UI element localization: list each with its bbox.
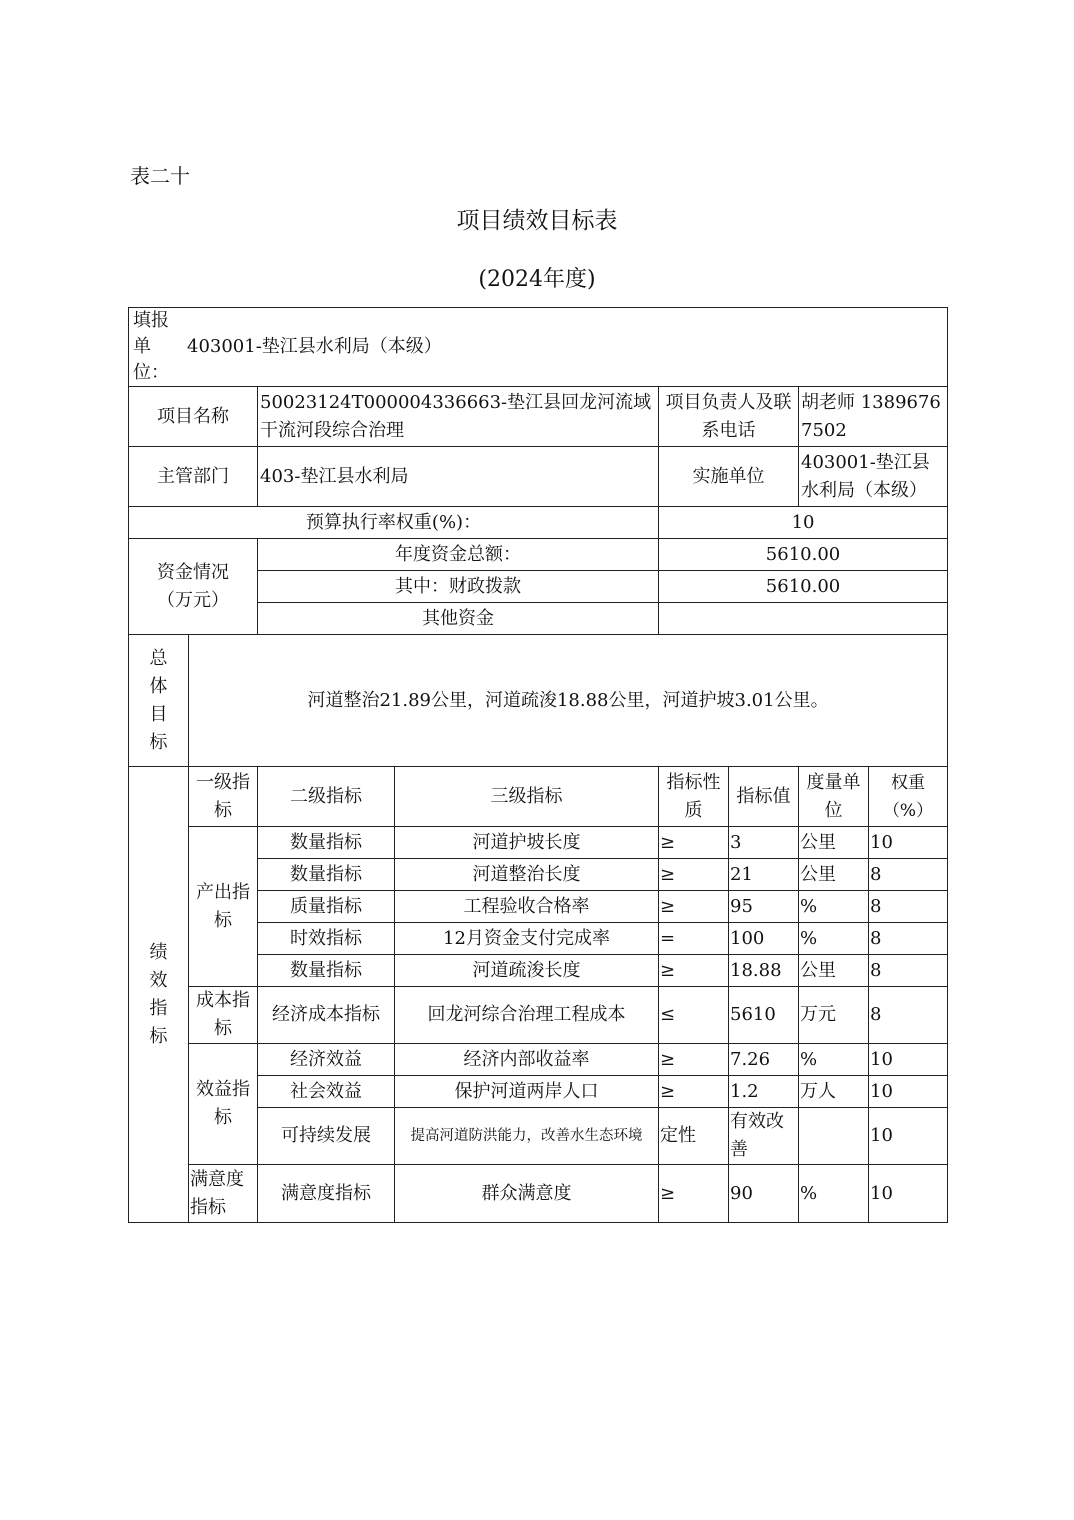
header-level1: 一级指标: [189, 767, 258, 827]
unit-row: [129, 308, 948, 387]
table-row: [129, 1165, 948, 1223]
row-level2: 满意度指标: [258, 1165, 395, 1223]
row-nature: ≥: [659, 827, 729, 859]
performance-target-table: [128, 307, 948, 1223]
leader-label: 项目负责人及联系电话: [659, 387, 799, 447]
row-unit: %: [799, 1165, 869, 1223]
implementing-unit-value: 403001-垫江县水利局（本级）: [799, 447, 948, 507]
row-unit: %: [799, 923, 869, 955]
group-satisfaction: 满意度指标: [189, 1165, 258, 1223]
row-unit: 公里: [799, 859, 869, 891]
row-value: 95: [729, 891, 799, 923]
leader-value: 胡老师 13896767502: [799, 387, 948, 447]
header-level3: 三级指标: [395, 767, 659, 827]
fund-other-value: [659, 603, 948, 635]
row-unit: [799, 1108, 869, 1165]
row-nature: ≥: [659, 1165, 729, 1223]
fund-fiscal-label: 其中：财政拨款: [258, 571, 659, 603]
row-level3: 河道疏浚长度: [395, 955, 659, 987]
budget-rate-value: 10: [659, 507, 948, 539]
project-name-label: 项目名称: [129, 387, 258, 447]
group-benefit: 效益指标: [189, 1044, 258, 1165]
budget-rate-label: 预算执行率权重(%)：: [129, 507, 659, 539]
document-title: 项目绩效目标表: [456, 208, 618, 234]
unit-value: 403001-垫江县水利局（本级）: [187, 336, 442, 357]
row-value: 18.88: [729, 955, 799, 987]
header-value: 指标值: [729, 767, 799, 827]
header-weight: 权重（%）: [869, 767, 948, 827]
row-nature: ≥: [659, 891, 729, 923]
implementing-unit-label: 实施单位: [659, 447, 799, 507]
row-weight: 8: [869, 859, 948, 891]
project-name-row: [129, 387, 948, 447]
document-year: (2024年度): [478, 267, 596, 292]
group-output: 产出指标: [189, 827, 258, 987]
row-level3: 保护河道两岸人口: [395, 1076, 659, 1108]
fund-total-row: [129, 539, 948, 571]
row-unit: 公里: [799, 955, 869, 987]
row-weight: 8: [869, 955, 948, 987]
department-row: [129, 447, 948, 507]
row-value: 3: [729, 827, 799, 859]
row-level2: 可持续发展: [258, 1108, 395, 1165]
row-level3: 工程验收合格率: [395, 891, 659, 923]
row-unit: 公里: [799, 827, 869, 859]
row-value: 有效改善: [729, 1108, 799, 1165]
row-weight: 10: [869, 1108, 948, 1165]
table-row: [129, 827, 948, 859]
header-unit: 度量单位: [799, 767, 869, 827]
row-nature: ≤: [659, 987, 729, 1044]
row-value: 5610: [729, 987, 799, 1044]
row-weight: 10: [869, 1044, 948, 1076]
row-level3: 回龙河综合治理工程成本: [395, 987, 659, 1044]
overall-goal-row: [129, 635, 948, 767]
row-level3: 12月资金支付完成率: [395, 923, 659, 955]
row-nature: 定性: [659, 1108, 729, 1165]
row-value: 21: [729, 859, 799, 891]
row-nature: ≥: [659, 955, 729, 987]
overall-goal-text: 河道整治21.89公里，河道疏浚18.88公里，河道护坡3.01公里。: [189, 635, 948, 767]
row-weight: 8: [869, 891, 948, 923]
row-weight: 10: [869, 827, 948, 859]
budget-rate-row: [129, 507, 948, 539]
fund-total-label: 年度资金总额：: [258, 539, 659, 571]
row-level2: 经济效益: [258, 1044, 395, 1076]
row-level2: 时效指标: [258, 923, 395, 955]
header-nature: 指标性质: [659, 767, 729, 827]
indicator-header-row: [129, 767, 948, 827]
row-level2: 数量指标: [258, 827, 395, 859]
row-nature: ≥: [659, 859, 729, 891]
fund-other-label: 其他资金: [258, 603, 659, 635]
row-unit: 万人: [799, 1076, 869, 1108]
header-level2: 二级指标: [258, 767, 395, 827]
row-level3: 河道整治长度: [395, 859, 659, 891]
row-weight: 8: [869, 923, 948, 955]
row-unit: %: [799, 891, 869, 923]
row-nature: ≥: [659, 1044, 729, 1076]
row-level3: 河道护坡长度: [395, 827, 659, 859]
unit-cell: [129, 308, 948, 387]
table-row: [129, 987, 948, 1044]
row-nature: =: [659, 923, 729, 955]
indicator-section-label: 绩效指标: [129, 767, 189, 1223]
row-weight: 10: [869, 1076, 948, 1108]
group-cost: 成本指标: [189, 987, 258, 1044]
project-name-value: 50023124T000004336663-垫江县回龙河流域干流河段综合治理: [258, 387, 659, 447]
row-nature: ≥: [659, 1076, 729, 1108]
row-level3: 提高河道防洪能力，改善水生态环境: [395, 1108, 659, 1165]
department-value: 403-垫江县水利局: [258, 447, 659, 507]
row-level2: 社会效益: [258, 1076, 395, 1108]
row-value: 100: [729, 923, 799, 955]
row-value: 1.2: [729, 1076, 799, 1108]
unit-label: 填报单位：: [133, 310, 169, 383]
row-value: 90: [729, 1165, 799, 1223]
row-value: 7.26: [729, 1044, 799, 1076]
fund-total-value: 5610.00: [659, 539, 948, 571]
table-row: [129, 1044, 948, 1076]
row-level2: 数量指标: [258, 955, 395, 987]
fund-fiscal-value: 5610.00: [659, 571, 948, 603]
overall-goal-label: 总体目标: [129, 635, 189, 767]
row-level3: 经济内部收益率: [395, 1044, 659, 1076]
row-weight: 8: [869, 987, 948, 1044]
row-level2: 经济成本指标: [258, 987, 395, 1044]
row-level3: 群众满意度: [395, 1165, 659, 1223]
department-label: 主管部门: [129, 447, 258, 507]
table-number: 表二十: [130, 164, 190, 188]
row-weight: 10: [869, 1165, 948, 1223]
row-unit: %: [799, 1044, 869, 1076]
row-unit: 万元: [799, 987, 869, 1044]
row-level2: 数量指标: [258, 859, 395, 891]
row-level2: 质量指标: [258, 891, 395, 923]
fund-label: 资金情况（万元）: [129, 539, 258, 635]
